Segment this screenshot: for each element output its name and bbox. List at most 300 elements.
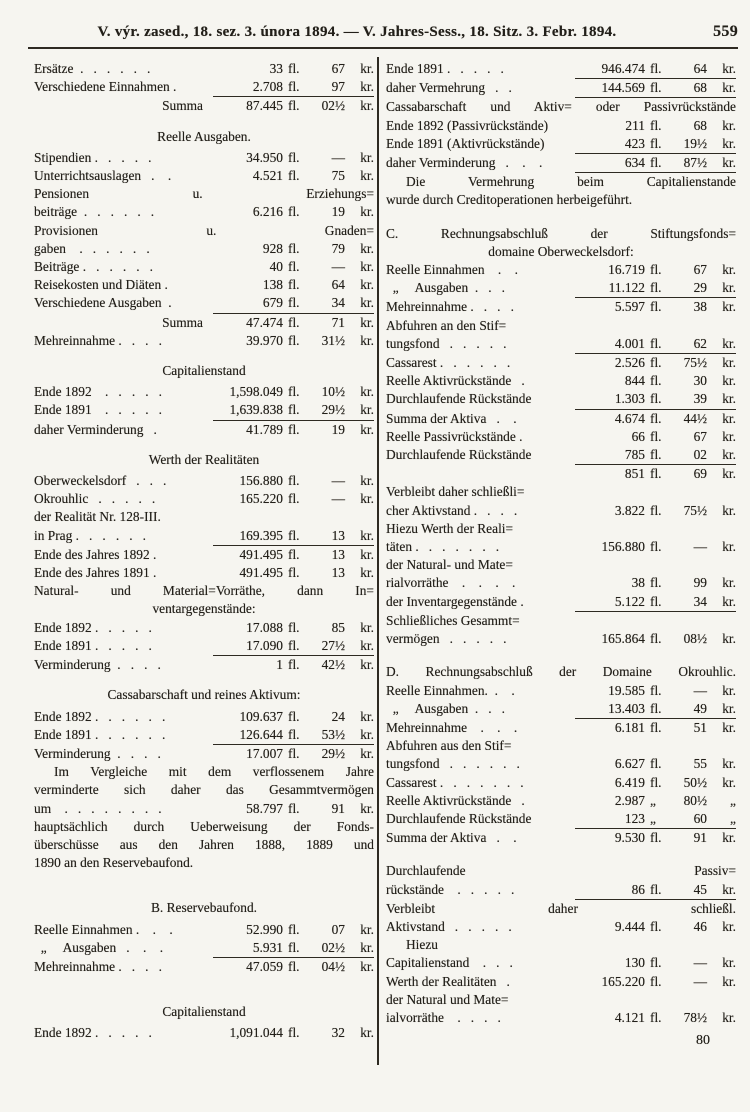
- kreuzer-amount: 69: [693, 466, 707, 482]
- row-values: [575, 792, 736, 810]
- row-values: [213, 258, 374, 276]
- row-label: Werth der Realitäten .: [386, 973, 510, 989]
- row-values: [575, 918, 736, 936]
- row-values: [575, 593, 736, 612]
- financial-row: [34, 490, 374, 508]
- kreuzer-amount: 13: [331, 546, 345, 562]
- kreuzer-unit: kr.: [360, 939, 374, 955]
- gulden-unit: fl.: [650, 881, 662, 897]
- financial-row: [386, 630, 736, 648]
- financial-row: [386, 279, 736, 298]
- row-values: [575, 954, 736, 972]
- row-values: [213, 745, 374, 763]
- kreuzer-amount: 64: [693, 61, 707, 76]
- row-label: Ende 1891 . . . . .: [34, 402, 162, 418]
- financial-row: [386, 79, 736, 98]
- kreuzer-amount: 64: [331, 277, 345, 293]
- kreuzer-amount: 85: [331, 619, 345, 635]
- spacer: [386, 210, 736, 225]
- gulden-amount: 4.121: [614, 1009, 645, 1025]
- gulden-amount: 2.708: [252, 79, 283, 95]
- financial-row: [34, 745, 374, 763]
- financial-row: [34, 203, 374, 221]
- kreuzer-unit: kr.: [360, 726, 374, 742]
- financial-row: [386, 829, 736, 847]
- row-label: in Prag . . . . . .: [34, 527, 146, 543]
- financial-row: [34, 637, 374, 656]
- gulden-unit: fl.: [650, 80, 662, 96]
- kreuzer-amount: 75½: [683, 502, 707, 518]
- text-line: wurde durch Creditoperationen herbeigeführt.: [386, 192, 633, 208]
- header-rule: [28, 47, 738, 49]
- row-values: [213, 527, 374, 546]
- gulden-unit: fl.: [650, 830, 662, 846]
- row-values: [575, 335, 736, 354]
- financial-row: [34, 656, 374, 674]
- row-label: Durchlaufende Rückstände: [386, 810, 532, 826]
- row-label: daher Verminderung . . .: [386, 155, 543, 171]
- gulden-amount: 851: [624, 466, 645, 482]
- row-label: Reelle Passivrückstände .: [386, 428, 523, 444]
- kreuzer-amount: 02½: [321, 939, 345, 955]
- gulden-amount: 165.220: [601, 973, 645, 989]
- kreuzer-amount: 13: [331, 565, 345, 581]
- text-line: 1890 an den Reservebaufond.: [34, 855, 194, 871]
- section-heading: Cassabarschaft und reines Aktivum:: [107, 687, 301, 703]
- row-label: Ende des Jahres 1891 .: [34, 565, 157, 581]
- row-label: Ende 1891 . . . . . .: [34, 726, 166, 742]
- financial-row: [386, 428, 736, 446]
- gulden-amount: 52.990: [246, 921, 283, 937]
- financial-row: [386, 954, 736, 972]
- kreuzer-unit: kr.: [360, 637, 374, 653]
- row-values: [575, 774, 736, 792]
- kreuzer-amount: 45: [693, 881, 707, 897]
- row-label: Ende 1892 . . . . .: [34, 619, 152, 635]
- gulden-amount: 138: [262, 277, 283, 293]
- financial-row: [386, 1009, 736, 1027]
- row-values: [575, 135, 736, 154]
- financial-row: [386, 154, 736, 173]
- row-label: Verschiedene Ausgaben .: [34, 295, 172, 311]
- kreuzer-unit: kr.: [360, 527, 374, 543]
- gulden-unit: fl.: [288, 332, 300, 348]
- gulden-amount: 634: [624, 155, 645, 171]
- gulden-unit: fl.: [650, 135, 662, 151]
- row-values: [213, 490, 374, 508]
- gulden-amount: 491.495: [239, 546, 283, 562]
- gulden-unit: fl.: [288, 546, 300, 562]
- page-number: 559: [713, 23, 738, 40]
- gulden-amount: 211: [625, 117, 645, 133]
- kreuzer-amount: 68: [693, 80, 707, 96]
- gulden-amount: 144.569: [601, 80, 645, 96]
- gulden-unit: fl.: [650, 719, 662, 735]
- row-label: gaben . . . . . .: [34, 240, 150, 256]
- financial-row: [34, 294, 374, 313]
- spacer: [34, 872, 374, 887]
- kreuzer-amount: 50½: [683, 774, 707, 790]
- gulden-amount: 785: [624, 447, 645, 463]
- row-label: Mehreinnahme . . .: [386, 719, 518, 735]
- gulden-amount: 5.122: [614, 593, 645, 609]
- row-values: [213, 656, 374, 674]
- kreuzer-amount: 91: [693, 830, 707, 846]
- gulden-unit: fl.: [650, 774, 662, 790]
- gulden-unit: fl.: [288, 726, 300, 742]
- gulden-amount: 423: [624, 135, 645, 151]
- gulden-amount: 6.181: [614, 719, 645, 735]
- gulden-unit: fl.: [288, 565, 300, 581]
- gulden-amount: 5.931: [252, 939, 283, 955]
- kreuzer-amount: —: [331, 259, 345, 275]
- gulden-unit: „: [650, 810, 656, 826]
- gulden-unit: fl.: [650, 61, 662, 76]
- row-label: Reelle Einnahmen. . .: [386, 682, 515, 698]
- gulden-amount: 679: [262, 295, 283, 311]
- gulden-amount: 123: [624, 810, 645, 826]
- row-label: Mehreinnahme . . . .: [34, 958, 162, 974]
- kreuzer-unit: kr.: [360, 332, 374, 348]
- row-label: Verminderung . . . .: [34, 745, 161, 761]
- row-values: [213, 401, 374, 420]
- gulden-amount: 13.403: [608, 700, 645, 716]
- row-values: [575, 261, 736, 279]
- gulden-amount: 19.585: [608, 682, 645, 698]
- gulden-unit: fl.: [288, 745, 300, 761]
- row-values: [575, 60, 736, 79]
- gulden-unit: fl.: [288, 921, 300, 937]
- financial-row: [386, 465, 736, 483]
- gulden-amount: 16.719: [608, 262, 645, 278]
- gulden-amount: 40: [269, 259, 283, 275]
- row-label: Reelle Aktivrückstände .: [386, 373, 525, 389]
- gulden-unit: fl.: [288, 939, 300, 955]
- gulden-unit: fl.: [288, 295, 300, 311]
- row-values: [575, 502, 736, 520]
- kreuzer-unit: kr.: [360, 657, 374, 673]
- financial-row: [34, 1024, 374, 1042]
- kreuzer-amount: 27½: [321, 637, 345, 653]
- kreuzer-unit: kr.: [722, 682, 736, 698]
- gulden-amount: 86: [631, 881, 645, 897]
- row-values: [213, 708, 374, 726]
- row-label: Reisekosten und Diäten .: [34, 277, 168, 293]
- kreuzer-unit: kr.: [722, 335, 736, 351]
- text-line: der Realität Nr. 128-III.: [34, 509, 161, 525]
- kreuzer-unit: kr.: [360, 314, 374, 330]
- gulden-unit: fl.: [288, 79, 300, 95]
- gulden-amount: 1,091.044: [229, 1025, 283, 1041]
- gulden-amount: 39.970: [246, 332, 283, 348]
- kreuzer-amount: 75: [331, 168, 345, 184]
- kreuzer-unit: kr.: [722, 631, 736, 647]
- gulden-unit: fl.: [650, 117, 662, 133]
- section-heading: Reelle Ausgaben.: [157, 128, 251, 144]
- gulden-unit: fl.: [650, 447, 662, 463]
- row-values: [213, 78, 374, 97]
- row-values: [213, 276, 374, 294]
- spacer: [386, 648, 736, 663]
- gulden-amount: 4.674: [614, 410, 645, 426]
- gulden-unit: fl.: [288, 800, 300, 816]
- gulden-amount: 2.987: [614, 792, 645, 808]
- row-label: Durchlaufende Rückstände: [386, 391, 532, 407]
- kreuzer-unit: kr.: [722, 373, 736, 389]
- kreuzer-unit: kr.: [722, 80, 736, 96]
- gulden-unit: fl.: [650, 502, 662, 518]
- kreuzer-unit: kr.: [722, 299, 736, 315]
- text-line: Im Vergleiche mit dem verflossenem Jahre: [54, 764, 374, 780]
- gulden-unit: fl.: [650, 918, 662, 934]
- signature-number: 80: [696, 1033, 710, 1049]
- financial-row: [386, 719, 736, 737]
- financial-row: [386, 354, 736, 372]
- financial-row: [34, 97, 374, 115]
- gulden-amount: 6.216: [252, 204, 283, 220]
- gulden-unit: fl.: [288, 637, 300, 653]
- gulden-unit: fl.: [650, 593, 662, 609]
- row-values: [575, 538, 736, 556]
- row-values: [575, 428, 736, 446]
- kreuzer-amount: 80½: [683, 792, 707, 808]
- kreuzer-unit: kr.: [360, 259, 374, 275]
- section-heading: B. Reservebaufond.: [151, 900, 257, 916]
- gulden-unit: fl.: [288, 473, 300, 489]
- row-values: [213, 564, 374, 582]
- gulden-unit: fl.: [650, 280, 662, 296]
- text-line: Abfuhren an den Stif=: [386, 317, 507, 333]
- kreuzer-amount: 87½: [683, 155, 707, 171]
- text-line: verminderte sich daher das Gesammtvermögen: [34, 782, 374, 798]
- row-label: Ende 1891 . . . . .: [386, 61, 504, 76]
- kreuzer-unit: kr.: [722, 447, 736, 463]
- financial-row: [34, 167, 374, 185]
- gulden-unit: fl.: [650, 373, 662, 389]
- financial-row: [34, 472, 374, 490]
- gulden-amount: 9.444: [614, 918, 645, 934]
- kreuzer-unit: kr.: [722, 502, 736, 518]
- row-values: [213, 726, 374, 745]
- kreuzer-amount: 19½: [683, 135, 707, 151]
- text-line: Pensionen u. Erziehungs=: [34, 186, 374, 202]
- gulden-amount: 87.445: [246, 98, 283, 114]
- row-values: [575, 719, 736, 737]
- financial-row: [34, 240, 374, 258]
- financial-row: [386, 973, 736, 991]
- kreuzer-unit: kr.: [722, 539, 736, 555]
- row-label: Reelle Aktivrückstände .: [386, 792, 525, 808]
- row-label: Ende des Jahres 1892 .: [34, 546, 157, 562]
- kreuzer-unit: kr.: [722, 955, 736, 971]
- gulden-amount: 17.007: [246, 745, 283, 761]
- gulden-amount: 58.797: [246, 800, 283, 816]
- row-values: [213, 294, 374, 313]
- gulden-unit: fl.: [650, 682, 662, 698]
- kreuzer-unit: kr.: [722, 466, 736, 482]
- gulden-unit: fl.: [288, 240, 300, 256]
- row-values: [575, 79, 736, 98]
- row-label: daher Vermehrung . .: [386, 80, 512, 96]
- financial-row: [34, 564, 374, 582]
- gulden-unit: fl.: [288, 491, 300, 507]
- gulden-amount: 169.395: [239, 527, 283, 543]
- gulden-amount: 1: [276, 657, 283, 673]
- gulden-unit: fl.: [288, 527, 300, 543]
- row-label: daher Verminderung .: [34, 421, 157, 437]
- kreuzer-amount: —: [331, 149, 345, 165]
- kreuzer-unit: kr.: [722, 700, 736, 716]
- gulden-amount: 41.789: [246, 421, 283, 437]
- row-label: Summa: [162, 98, 203, 114]
- gulden-amount: 109.637: [239, 708, 283, 724]
- gulden-amount: 3.822: [614, 502, 645, 518]
- row-label: Durchlaufende Rückstände: [386, 447, 532, 463]
- gulden-unit: fl.: [288, 98, 300, 114]
- text-line: Durchlaufende Passiv=: [386, 863, 736, 879]
- kreuzer-amount: 78½: [683, 1009, 707, 1025]
- financial-row: [386, 682, 736, 700]
- row-label: tungsfond . . . . . .: [386, 756, 520, 772]
- kreuzer-unit: kr.: [360, 546, 374, 562]
- row-label: um . . . . . . . .: [34, 800, 162, 816]
- row-values: [575, 279, 736, 298]
- row-values: [213, 421, 374, 439]
- row-values: [213, 149, 374, 167]
- kreuzer-amount: 39: [693, 391, 707, 407]
- gulden-unit: fl.: [650, 955, 662, 971]
- financial-row: [34, 921, 374, 939]
- kreuzer-unit: kr.: [360, 277, 374, 293]
- kreuzer-unit: kr.: [722, 973, 736, 989]
- gulden-amount: 156.880: [239, 473, 283, 489]
- row-label: ialvorräthe . . . .: [386, 1009, 501, 1025]
- row-values: [213, 97, 374, 115]
- gulden-unit: fl.: [650, 262, 662, 278]
- gulden-unit: fl.: [650, 756, 662, 772]
- financial-row: [386, 117, 736, 135]
- row-values: [213, 167, 374, 185]
- gulden-unit: fl.: [288, 204, 300, 220]
- gulden-unit: fl.: [288, 402, 300, 418]
- row-label: rückstände . . . . .: [386, 881, 515, 897]
- row-values: [575, 755, 736, 773]
- gulden-unit: fl.: [288, 708, 300, 724]
- kreuzer-unit: kr.: [722, 774, 736, 790]
- kreuzer-unit: kr.: [722, 830, 736, 846]
- kreuzer-amount: 67: [693, 428, 707, 444]
- gulden-unit: fl.: [650, 539, 662, 555]
- gulden-unit: „: [650, 792, 656, 808]
- kreuzer-unit: kr.: [722, 391, 736, 407]
- financial-row: [386, 881, 736, 900]
- kreuzer-unit: kr.: [360, 79, 374, 95]
- gulden-unit: fl.: [288, 259, 300, 275]
- financial-row: [34, 314, 374, 332]
- gulden-unit: fl.: [650, 466, 662, 482]
- row-values: [213, 619, 374, 637]
- financial-row: [34, 276, 374, 294]
- financial-row: [386, 135, 736, 154]
- gulden-unit: fl.: [288, 421, 300, 437]
- gulden-unit: fl.: [650, 299, 662, 315]
- gulden-amount: 2.526: [614, 355, 645, 371]
- row-values: [575, 390, 736, 409]
- kreuzer-unit: kr.: [360, 295, 374, 311]
- row-label: „ Ausgaben . . .: [386, 280, 506, 296]
- row-label: Okrouhlic . . . . .: [34, 491, 156, 507]
- gulden-amount: 6.627: [614, 756, 645, 772]
- kreuzer-unit: kr.: [360, 402, 374, 418]
- gulden-amount: 47.059: [246, 958, 283, 974]
- text-line: Abfuhren aus den Stif=: [386, 738, 512, 754]
- kreuzer-unit: kr.: [360, 619, 374, 635]
- financial-row: [386, 60, 736, 79]
- row-values: [213, 472, 374, 490]
- gulden-unit: fl.: [650, 428, 662, 444]
- gulden-amount: 34.950: [246, 149, 283, 165]
- row-values: [575, 298, 736, 316]
- text-line: Verbleibt daher schließli=: [386, 484, 525, 500]
- header-title: V. výr. zased., 18. sez. 3. února 1894. — V. Jahres-Sess., 18. Sitz. 3. Febr. 1894.: [97, 24, 617, 40]
- financial-row: [34, 546, 374, 564]
- kreuzer-amount: 51: [693, 719, 707, 735]
- gulden-amount: 17.090: [246, 637, 283, 653]
- financial-row: [34, 332, 374, 350]
- row-values: [575, 630, 736, 648]
- kreuzer-amount: 29½: [321, 745, 345, 761]
- gulden-amount: 491.495: [239, 565, 283, 581]
- gulden-amount: 17.088: [246, 619, 283, 635]
- gulden-amount: 165.864: [601, 631, 645, 647]
- kreuzer-unit: kr.: [722, 355, 736, 371]
- row-values: [213, 637, 374, 656]
- row-label: „ Ausgaben . . .: [34, 939, 164, 955]
- kreuzer-unit: „: [730, 792, 736, 808]
- spacer: [386, 847, 736, 862]
- gulden-amount: 4.001: [614, 335, 645, 351]
- row-label: Ersätze . . . . . .: [34, 61, 151, 76]
- row-label: Ende 1892 . . . . . .: [34, 708, 166, 724]
- kreuzer-unit: kr.: [360, 565, 374, 581]
- kreuzer-unit: kr.: [722, 117, 736, 133]
- text-line: Cassabarschaft und Aktiv= oder Passivrückstände: [386, 99, 736, 115]
- gulden-amount: 130: [624, 955, 645, 971]
- kreuzer-unit: kr.: [722, 135, 736, 151]
- row-values: [575, 810, 736, 829]
- kreuzer-amount: 32: [331, 1025, 345, 1041]
- gulden-unit: fl.: [288, 61, 300, 76]
- row-values: [213, 383, 374, 401]
- gulden-unit: fl.: [650, 391, 662, 407]
- financial-row: [34, 726, 374, 745]
- kreuzer-amount: 62: [693, 335, 707, 351]
- row-label: Ende 1891 . . . . .: [34, 637, 152, 653]
- text-line: domaine Oberweckelsdorf:: [488, 243, 634, 259]
- kreuzer-amount: 34: [331, 295, 345, 311]
- financial-row: [386, 574, 736, 592]
- row-values: [575, 354, 736, 372]
- financial-row: [34, 800, 374, 818]
- kreuzer-unit: kr.: [722, 575, 736, 591]
- kreuzer-amount: 07: [331, 921, 345, 937]
- kreuzer-amount: 24: [331, 708, 345, 724]
- gulden-unit: fl.: [650, 1009, 662, 1025]
- kreuzer-unit: kr.: [360, 958, 374, 974]
- text-line: der Natural- und Mate=: [386, 557, 513, 573]
- row-label: tungsfond . . . . .: [386, 335, 507, 351]
- text-line: überschüsse aus den Jahren 1888, 1889 und: [34, 836, 374, 852]
